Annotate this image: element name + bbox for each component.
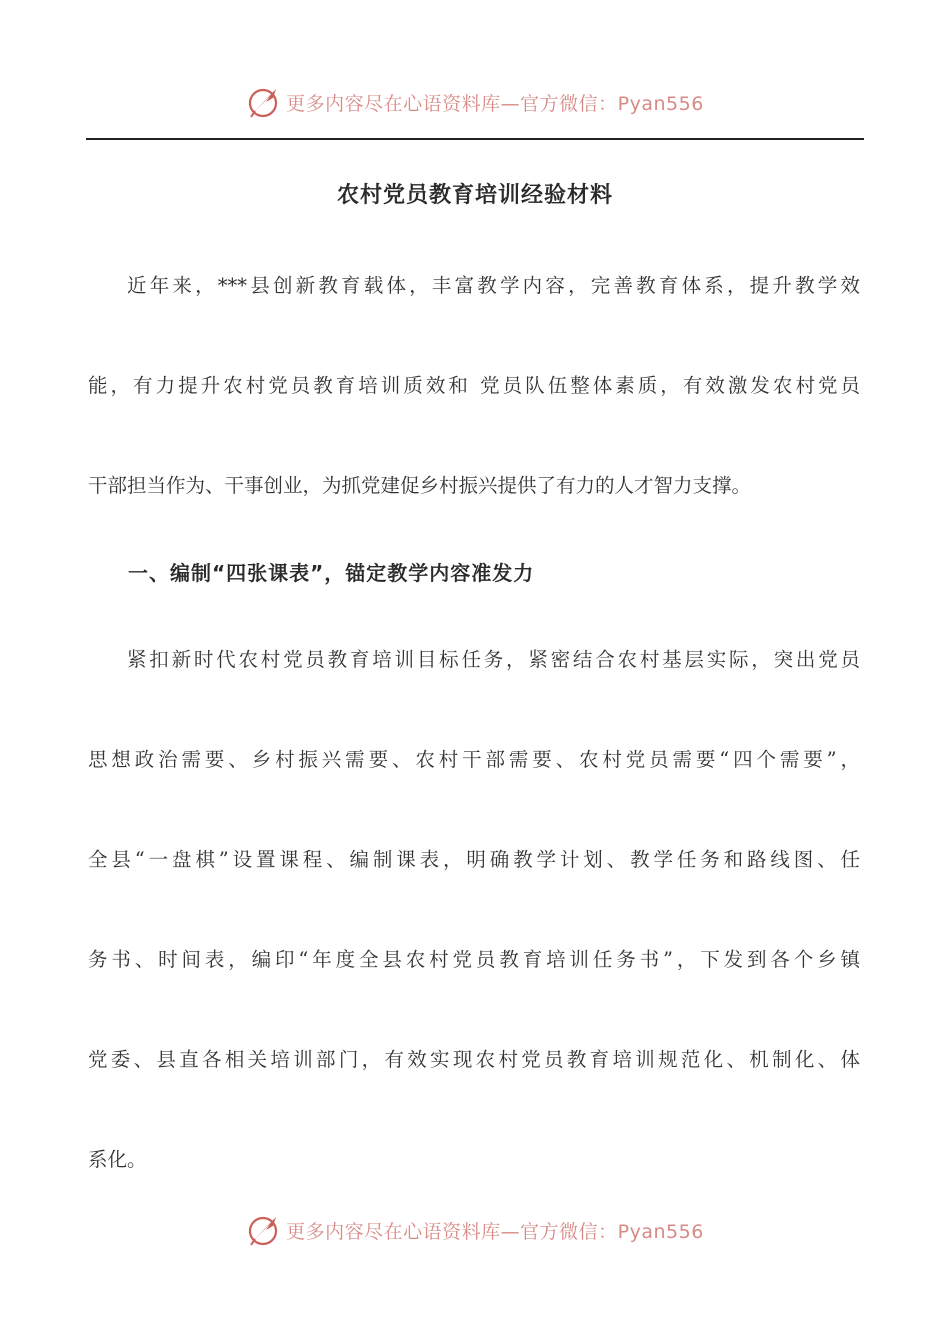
paragraph-line: 全县“一盘棋”设置课程、编制课表，明确教学计划、教学任务和路线图、任 — [88, 848, 860, 871]
header-banner-text: 更多内容尽在心语资料库—官方微信：Pyan556 — [286, 92, 704, 115]
document-title: 农村党员教育培训经验材料 — [336, 183, 613, 208]
quill-logo-icon — [246, 84, 282, 120]
footer-banner — [0, 1210, 950, 1250]
paragraph-line: 思想政治需要、乡村振兴需要、农村干部需要、农村党员需要“四个需要”， — [88, 748, 860, 771]
paragraph-line: 近年来，***县创新教育载体，丰富教学内容，完善教育体系，提升教学效 — [127, 274, 860, 297]
header-banner — [0, 82, 950, 122]
quill-logo-icon — [246, 1212, 282, 1248]
section1-paragraph — [88, 610, 860, 1210]
paragraph-line: 务书、时间表，编印“年度全县农村党员教育培训任务书”，下发到各个乡镇 — [88, 948, 860, 971]
paragraph-line: 系化。 — [88, 1148, 147, 1171]
paragraph-line: 党委、县直各相关培训部门，有效实现农村党员教育培训规范化、机制化、体 — [88, 1048, 860, 1071]
intro-paragraph — [88, 236, 860, 536]
header-divider — [86, 138, 864, 140]
footer-banner-text: 更多内容尽在心语资料库—官方微信：Pyan556 — [286, 1220, 704, 1243]
paragraph-line: 干部担当作为、干事创业，为抓党建促乡村振兴提供了有力的人才智力支撑。 — [88, 474, 752, 497]
section-heading: 一、编制“四张课表”，锚定教学内容准发力 — [128, 561, 535, 585]
paragraph-line: 紧扣新时代农村党员教育培训目标任务，紧密结合农村基层实际，突出党员 — [127, 648, 860, 671]
paragraph-line: 能，有力提升农村党员教育培训质效和 党员队伍整体素质，有效激发农村党员 — [88, 374, 860, 397]
